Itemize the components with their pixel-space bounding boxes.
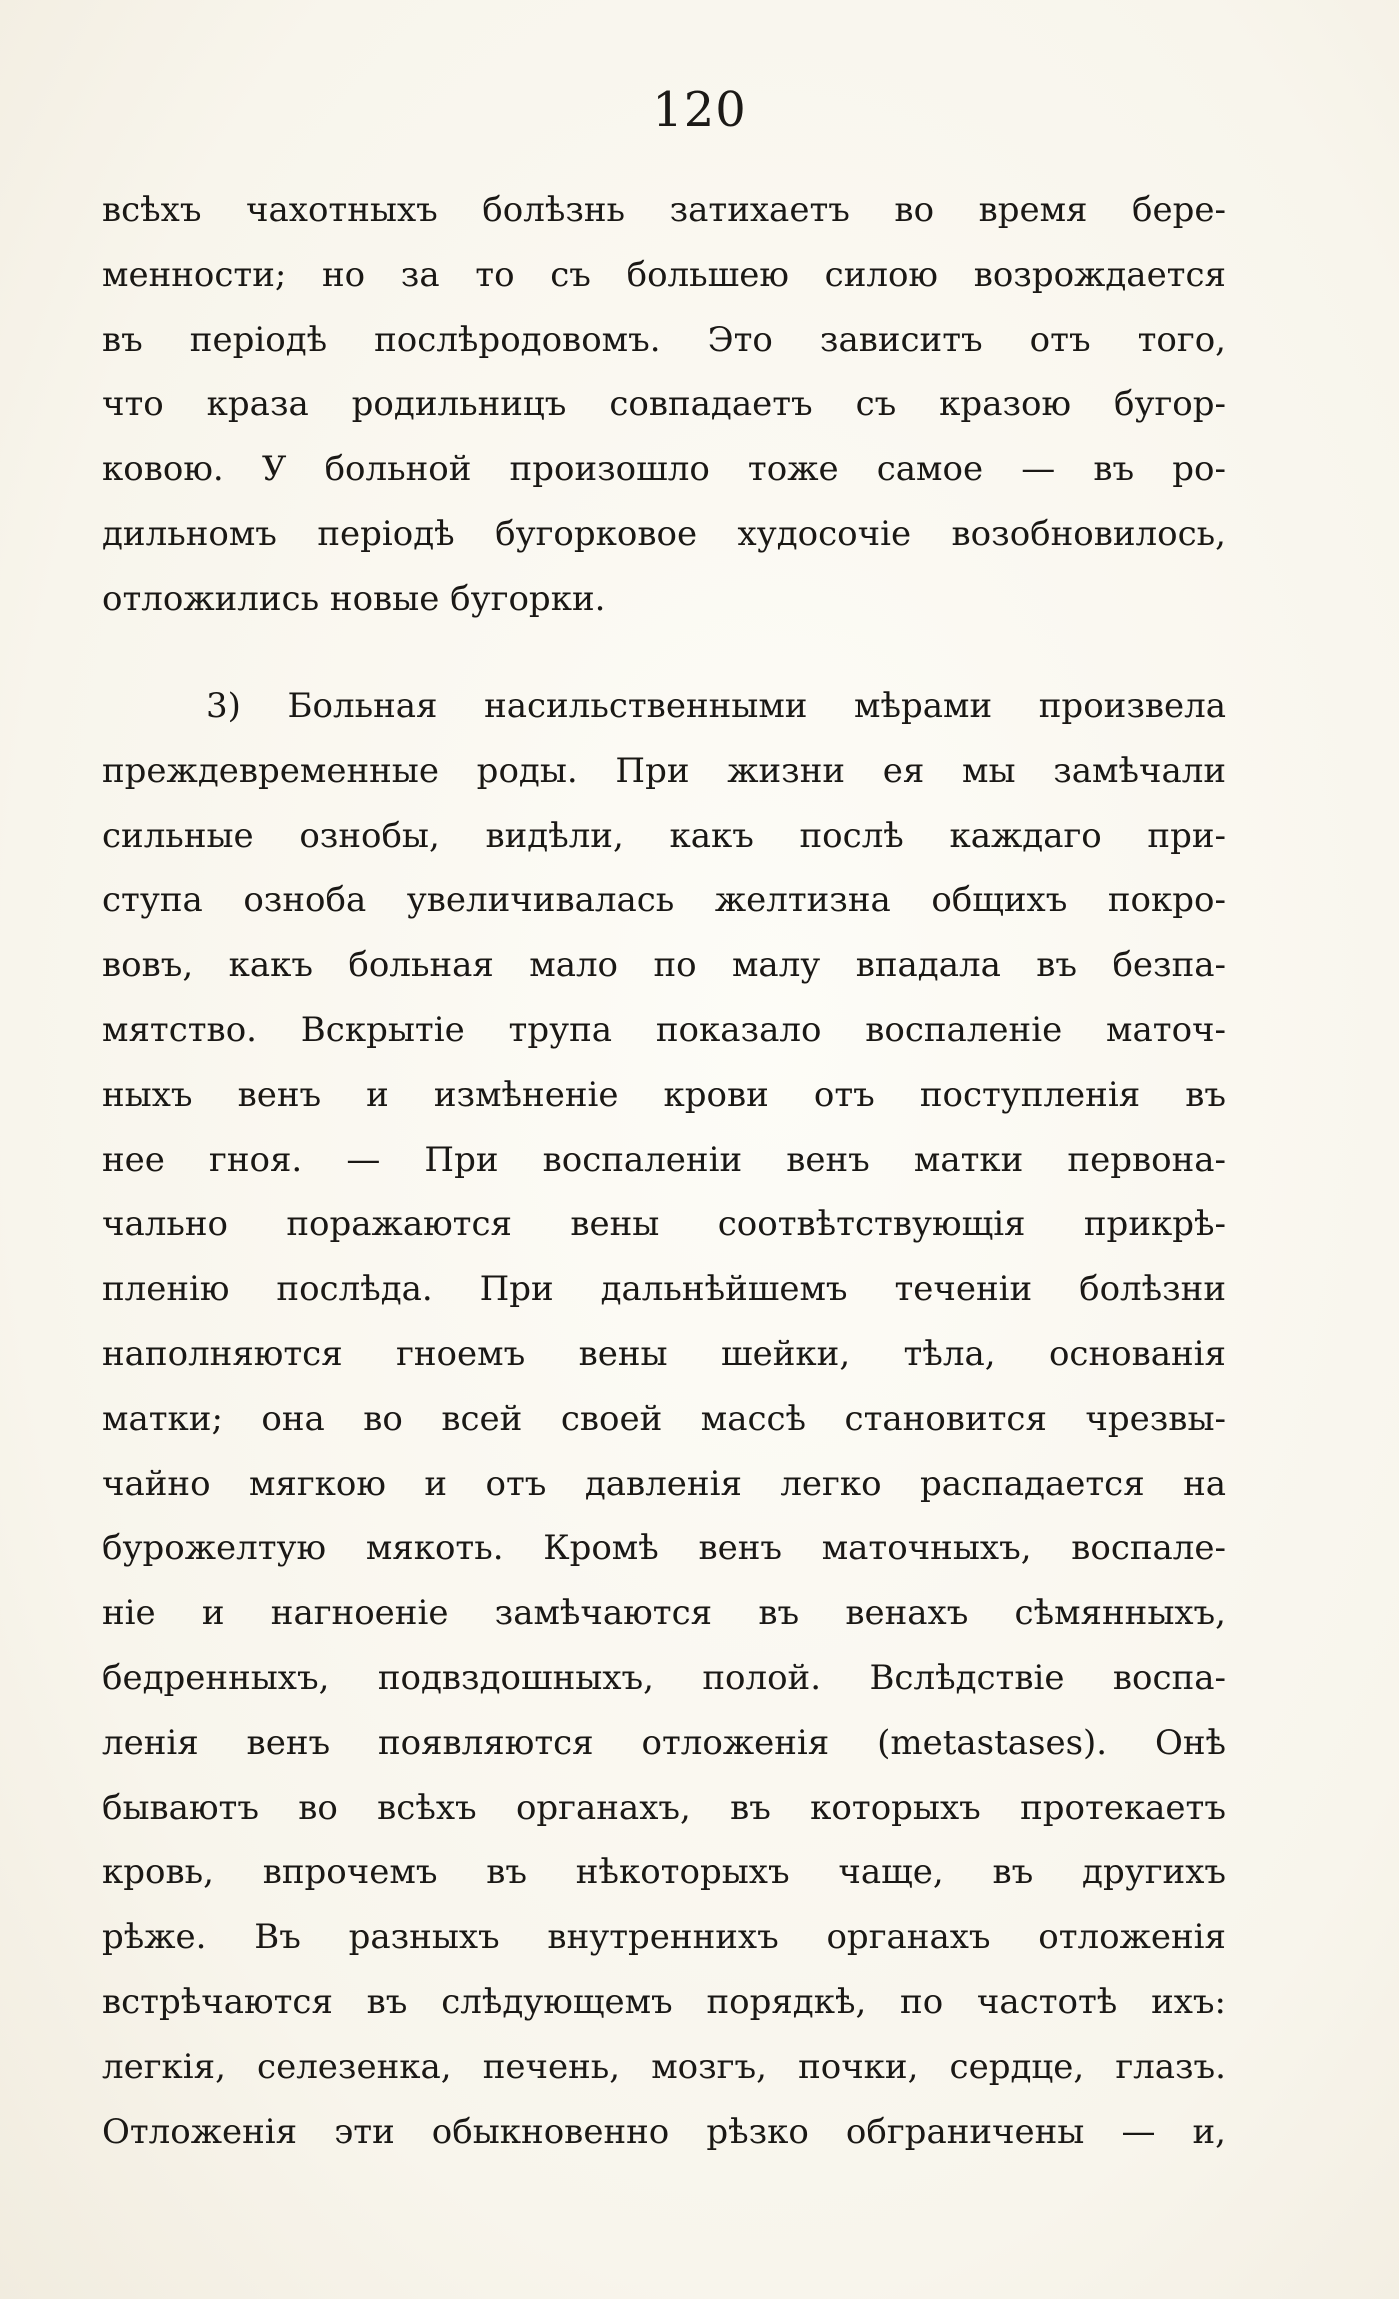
text-line: матки; она во всей своей массѣ становится чрезвы-	[102, 1398, 1226, 1439]
text-line: что краза родильницъ совпадаетъ съ кразою бугор-	[102, 384, 1226, 425]
page-number: 120	[652, 82, 747, 138]
text-line: мятство. Вскрытіе трупа показало воспаленіе маточ-	[102, 1009, 1226, 1050]
text-line: вовъ, какъ больная мало по малу впадала въ безпа-	[102, 945, 1226, 986]
text-line: бедренныхъ, подвздошныхъ, полой. Вслѣдствіе воспа-	[102, 1657, 1226, 1698]
text-line: отложились новые бугорки.	[102, 578, 606, 619]
text-line: кровь, впрочемъ въ нѣкоторыхъ чаще, въ другихъ	[102, 1852, 1226, 1893]
text-line: рѣже. Въ разныхъ внутреннихъ органахъ отложенія	[102, 1917, 1226, 1958]
text-line: Отложенія эти обыкновенно рѣзко обграничены — и,	[102, 2111, 1226, 2152]
text-line: легкія, селезенка, печень, мозгъ, почки, сердце, глазъ.	[102, 2046, 1226, 2087]
text-line: ніе и нагноеніе замѣчаются въ венахъ сѣмянныхъ,	[102, 1593, 1226, 1634]
text-line: пленію послѣда. При дальнѣйшемъ теченіи болѣзни	[102, 1269, 1226, 1310]
text-line: бурожелтую мякоть. Кромѣ венъ маточныхъ, воспале-	[102, 1528, 1226, 1569]
text-line: ныхъ венъ и измѣненіе крови отъ поступленія въ	[102, 1074, 1226, 1115]
text-line: въ періодѣ послѣродовомъ. Это зависитъ отъ того,	[102, 319, 1226, 360]
paragraph-2	[102, 674, 1226, 2164]
text-line: встрѣчаются въ слѣдующемъ порядкѣ, по частотѣ ихъ:	[102, 1981, 1226, 2022]
paragraph-1	[102, 178, 1226, 632]
text-line: сильные ознобы, видѣли, какъ послѣ каждаго при-	[102, 815, 1226, 856]
text-line: чально поражаются вены соотвѣтствующія прикрѣ-	[102, 1204, 1226, 1245]
text-line: 3) Больная насильственными мѣрами произвела	[206, 686, 1226, 726]
text-line: нее гноя. — При воспаленіи венъ матки первона-	[102, 1139, 1226, 1180]
text-line: менности; но за то съ большею силою возрождается	[102, 254, 1226, 295]
text-line: преждевременные роды. При жизни ея мы замѣчали	[102, 750, 1226, 791]
text-line: всѣхъ чахотныхъ болѣзнь затихаетъ во время бере-	[102, 190, 1226, 230]
text-line: ступа озноба увеличивалась желтизна общихъ покро-	[102, 880, 1226, 921]
text-line: дильномъ періодѣ бугорковое худосочіе возобновилось,	[102, 513, 1226, 554]
text-line: бываютъ во всѣхъ органахъ, въ которыхъ протекаетъ	[102, 1787, 1226, 1828]
text-line: чайно мягкою и отъ давленія легко распадается на	[102, 1463, 1226, 1504]
text-line: ленія венъ появляются отложенія (metastases). Онѣ	[102, 1722, 1226, 1763]
text-line: наполняются гноемъ вены шейки, тѣла, основанія	[102, 1333, 1226, 1374]
text-line: ковою. У больной произошло тоже самое — въ ро-	[102, 449, 1226, 490]
